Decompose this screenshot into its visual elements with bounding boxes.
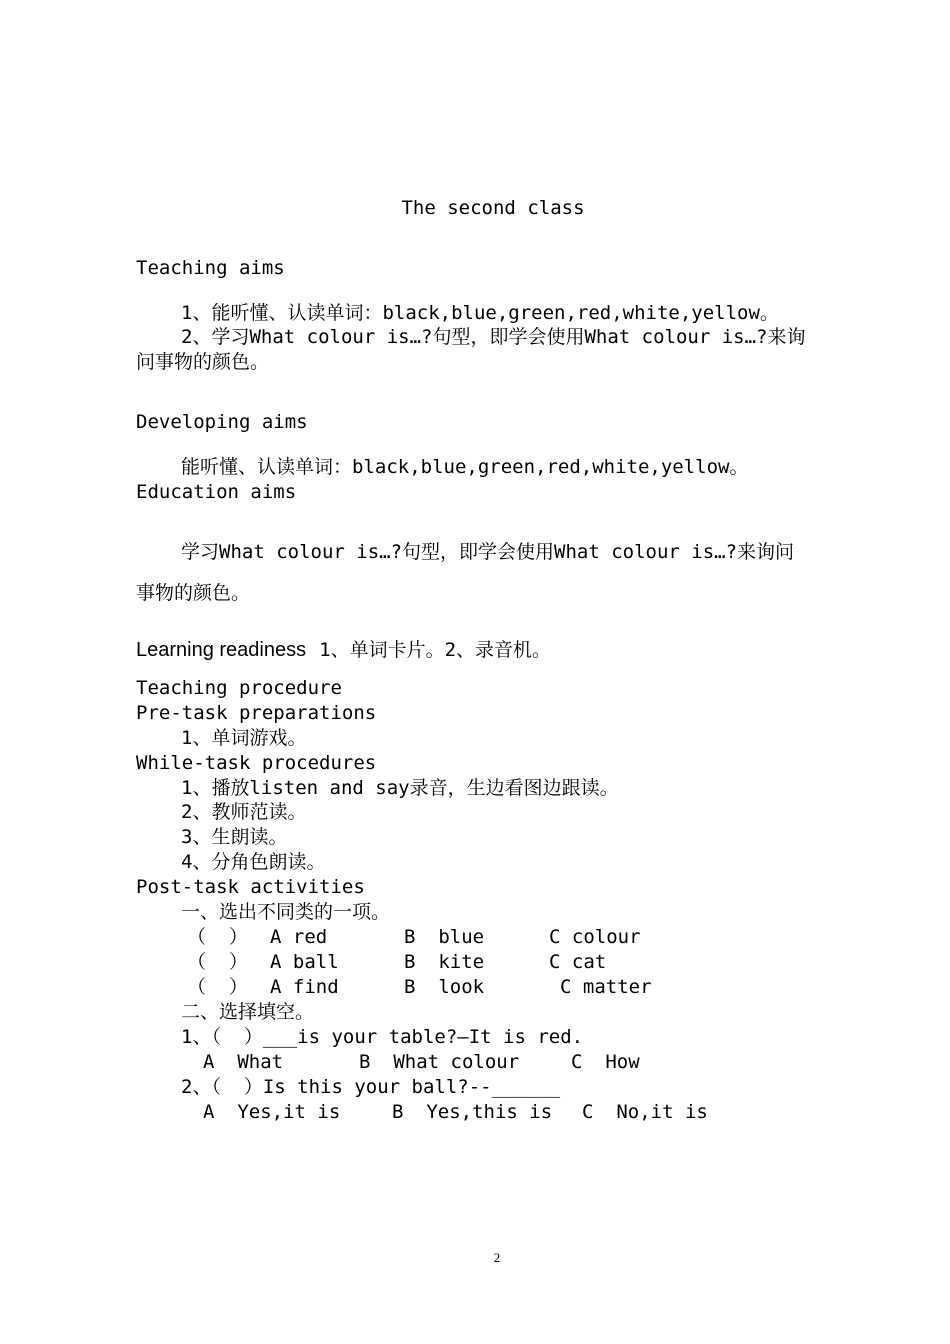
part-2-heading: 二、选择填空。 xyxy=(181,1001,315,1023)
teaching-procedure-heading: Teaching procedure xyxy=(136,677,342,699)
developing-aims-text: 能听懂、认读单词：black,blue,green,red,white,yellow。 xyxy=(181,456,749,478)
option-c: C matter xyxy=(560,976,652,998)
answer-bracket: （ ） xyxy=(187,976,248,998)
while-task-heading: While-task procedures xyxy=(136,752,377,774)
option-b: B What colour xyxy=(359,1051,520,1073)
teaching-aims-heading: Teaching aims xyxy=(136,257,285,279)
option-a: A red xyxy=(270,926,328,948)
while-task-item: 1、播放listen and say录音，生边看图边跟读。 xyxy=(181,777,619,799)
answer-bracket: （ ） xyxy=(187,926,248,948)
option-c: C cat xyxy=(549,951,607,973)
option-a: A ball xyxy=(270,951,339,973)
while-task-item: 4、分角色朗读。 xyxy=(181,851,326,873)
pre-task-heading: Pre-task preparations xyxy=(136,702,377,724)
post-task-heading: Post-task activities xyxy=(136,876,365,898)
while-task-item: 3、生朗读。 xyxy=(181,826,288,848)
option-c: C No,it is xyxy=(582,1101,708,1123)
learning-readiness xyxy=(136,638,551,662)
teaching-aim-1: 1、能听懂、认读单词：black,blue,green,red,white,yellow。 xyxy=(181,302,779,324)
question-1-stem: 1、（ ）___is your table?—It is red. xyxy=(181,1026,584,1048)
learning-readiness-text: 1、单词卡片。2、录音机。 xyxy=(319,639,552,661)
option-a: A find xyxy=(270,976,339,998)
page-title: The second class xyxy=(401,197,585,219)
option-b: B look xyxy=(404,976,485,998)
pre-task-item: 1、单词游戏。 xyxy=(181,727,307,749)
teaching-aim-2-line-2: 问事物的颜色。 xyxy=(136,351,270,373)
learning-readiness-label: Learning readiness xyxy=(136,639,307,661)
answer-bracket: （ ） xyxy=(187,951,248,973)
option-a: A Yes,it is xyxy=(203,1101,341,1123)
option-b: B kite xyxy=(404,951,485,973)
while-task-item: 2、教师范读。 xyxy=(181,801,307,823)
education-aims-line-2: 事物的颜色。 xyxy=(136,582,251,604)
education-aims-heading: Education aims xyxy=(136,481,297,503)
option-c: C How xyxy=(571,1051,640,1073)
option-b: B blue xyxy=(404,926,485,948)
education-aims-line-1: 学习What colour is…?句型，即学会使用What colour is…?来询问 xyxy=(181,541,795,563)
option-c: C colour xyxy=(549,926,641,948)
teaching-aim-2-line-1: 2、学习What colour is…?句型，即学会使用What colour is…?来询 xyxy=(181,326,806,348)
page-number: 2 xyxy=(493,1250,501,1265)
option-b: B Yes,this is xyxy=(392,1101,553,1123)
option-a: A What xyxy=(203,1051,284,1073)
question-2-stem: 2、（ ）Is this your ball?--______ xyxy=(181,1076,561,1098)
developing-aims-heading: Developing aims xyxy=(136,411,308,433)
part-1-heading: 一、选出不同类的一项。 xyxy=(181,901,391,923)
